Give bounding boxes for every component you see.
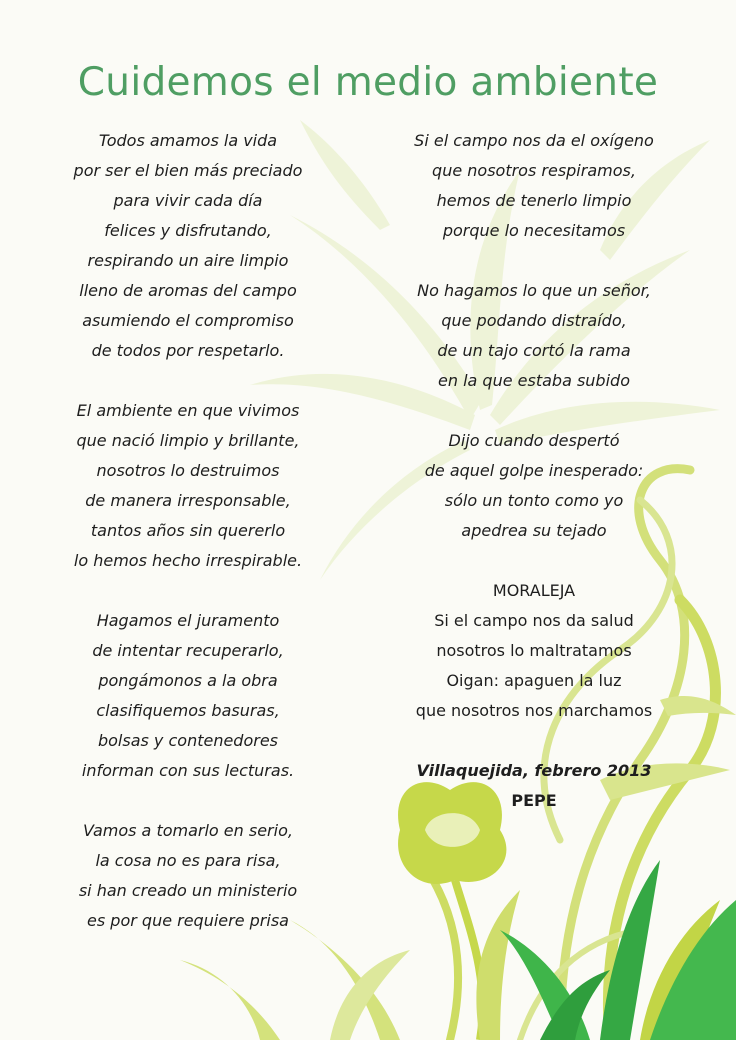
- signature-author: PEPE: [511, 791, 557, 810]
- poem-line: de intentar recuperarlo,: [92, 641, 284, 660]
- poem-line: No hagamos lo que un señor,: [417, 281, 651, 300]
- moraleja-line: Oigan: apaguen la luz: [446, 671, 622, 690]
- poem-line: es por que requiere prisa: [87, 911, 289, 930]
- stanza: [40, 396, 336, 576]
- stanza: [384, 126, 684, 246]
- poem-line: informan con sus lecturas.: [81, 761, 295, 780]
- moraleja-heading: MORALEJA: [492, 581, 576, 600]
- poem-line: respirando un aire limpio: [87, 251, 289, 270]
- poem-line: que nació limpio y brillante,: [76, 431, 300, 450]
- left-column: [40, 126, 336, 966]
- poem-line: de aquel golpe inesperado:: [424, 461, 644, 480]
- poem-line: que nosotros respiramos,: [432, 161, 636, 180]
- poem-line: lleno de aromas del campo: [79, 281, 297, 300]
- poem-line: sólo un tonto como yo: [444, 491, 624, 510]
- stanza: [40, 816, 336, 936]
- poem-line: Vamos a tomarlo en serio,: [83, 821, 293, 840]
- poem-line: Dijo cuando despertó: [448, 431, 620, 450]
- poem-line: clasifiquemos basuras,: [96, 701, 280, 720]
- moraleja-stanza: [384, 576, 684, 726]
- poem-line: por ser el bien más preciado: [73, 161, 303, 180]
- leaf: [476, 890, 520, 1040]
- poem-line: bolsas y contenedores: [97, 731, 279, 750]
- poem-line: de manera irresponsable,: [85, 491, 291, 510]
- leaf: [180, 960, 280, 1040]
- right-stanzas: [384, 126, 684, 546]
- poem-line: que podando distraído,: [441, 311, 627, 330]
- poem-line: Si el campo nos da el oxígeno: [414, 131, 654, 150]
- poem-line: la cosa no es para risa,: [95, 851, 281, 870]
- poem-line: nosotros lo destruimos: [96, 461, 280, 480]
- stanza: [40, 606, 336, 786]
- stanza: [384, 426, 684, 546]
- poem-line: tantos años sin quererlo: [90, 521, 286, 540]
- signature-place-date: Villaquejida, febrero 2013: [416, 761, 652, 780]
- moraleja-lines: [384, 606, 684, 726]
- poem-line: de todos por respetarlo.: [91, 341, 285, 360]
- page-title: Cuidemos el medio ambiente: [77, 60, 659, 106]
- signature: [384, 756, 684, 816]
- moraleja-line: Si el campo nos da salud: [434, 611, 634, 630]
- poem-line: si han creado un ministerio: [78, 881, 298, 900]
- poem-line: pongámonos a la obra: [98, 671, 278, 690]
- stem: [420, 860, 458, 1040]
- right-column: [384, 126, 684, 846]
- poem-line: hemos de tenerlo limpio: [436, 191, 632, 210]
- poem-line: apedrea su tejado: [461, 521, 607, 540]
- poem-line: para vivir cada día: [113, 191, 263, 210]
- poem-line: felices y disfrutando,: [104, 221, 272, 240]
- moraleja-line: nosotros lo maltratamos: [436, 641, 632, 660]
- moraleja-line: que nosotros nos marchamos: [415, 701, 653, 720]
- poem-line: en la que estaba subido: [438, 371, 630, 390]
- poem-line: Hagamos el juramento: [96, 611, 280, 630]
- poem-line: porque lo necesitamos: [442, 221, 626, 240]
- green-leaves: [500, 860, 736, 1040]
- poem-line: El ambiente en que vivimos: [76, 401, 300, 420]
- poem-line: Todos amamos la vida: [98, 131, 278, 150]
- poem-line: de un tajo cortó la rama: [437, 341, 631, 360]
- poem-line: asumiendo el compromiso: [82, 311, 294, 330]
- stanza: [384, 276, 684, 396]
- stanza: [40, 126, 336, 366]
- poem-line: lo hemos hecho irrespirable.: [73, 551, 303, 570]
